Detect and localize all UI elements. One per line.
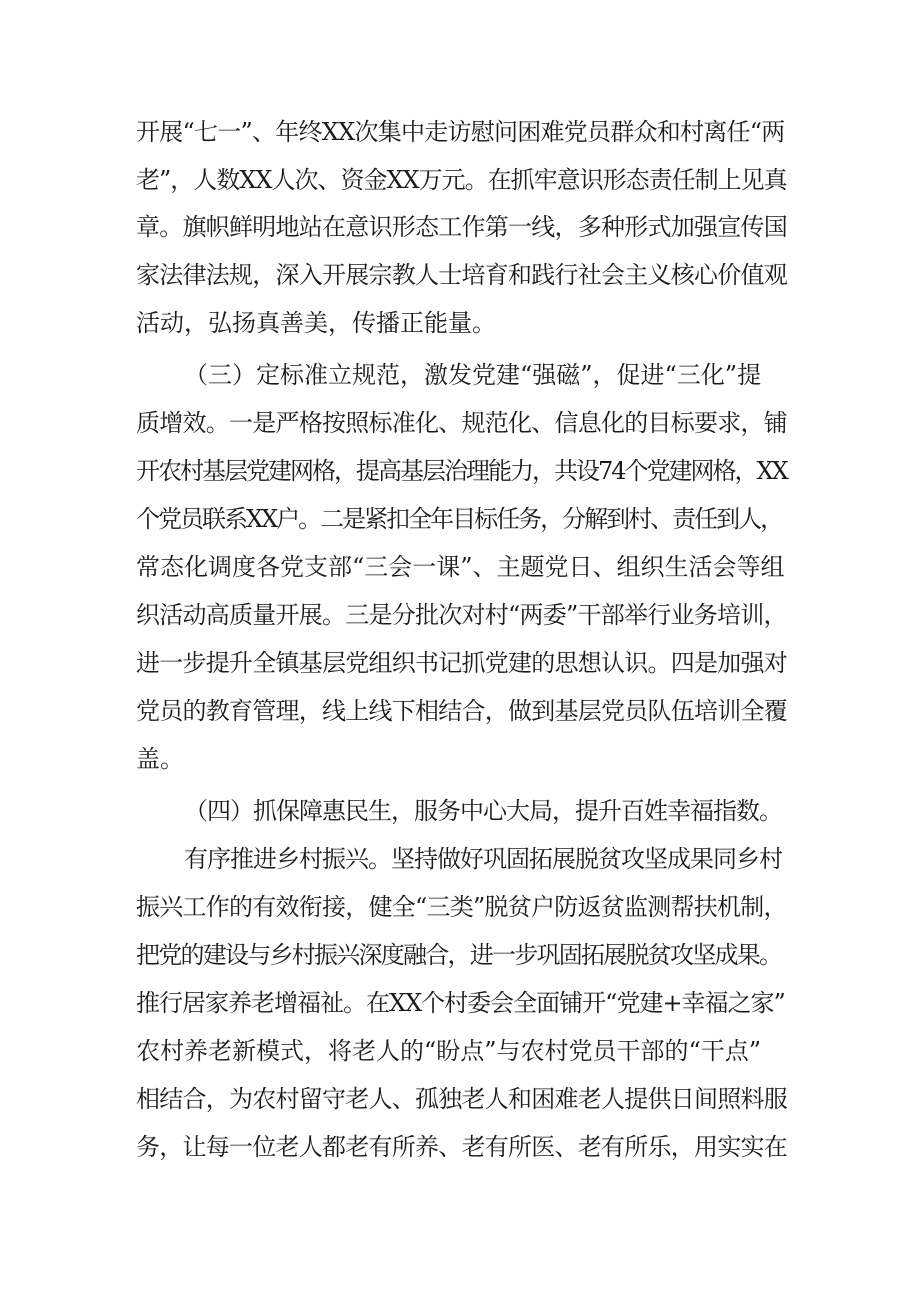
text-line-22: 务，让每一位老人都老有所养、老有所医、老有所乐，用实实在 (136, 1133, 787, 1161)
text-line-10: 常态化调度各党支部“三会一课”、主题党日、组织生活会等组 (136, 553, 785, 581)
text-line-11: 织活动高质量开展。三是分批次对村“两委”干部举行业务培训， (136, 601, 787, 629)
text-line-3: 章。旗帜鲜明地站在意识形态工作第一线，多种形式加强宣传国 (136, 213, 787, 241)
text-line-14: 盖。 (136, 745, 184, 773)
section-heading-4: （四）抓保障惠民生，服务中心大局，提升百姓幸福指数。 (184, 797, 782, 825)
text-line-12: 进一步提升全镇基层党组织书记抓党建的思想认识。四是加强对 (136, 649, 787, 677)
text-line-16: 有序推进乡村振兴。坚持做好巩固拓展脱贫攻坚成果同乡村 (184, 845, 782, 873)
text-line-2: 老”，人数XX人次、资金XX万元。在抓牢意识形态责任制上见真 (136, 166, 787, 194)
text-line-18: 把党的建设与乡村振兴深度融合，进一步巩固拓展脱贫攻坚成果。 (136, 941, 782, 969)
text-line-13: 党员的教育管理，线上线下相结合，做到基层党员队伍培训全覆 (136, 697, 787, 725)
text-line-19: 推行居家养老增福祉。在XX个村委会全面铺开“党建+幸福之家” (136, 989, 785, 1017)
section-heading-3: （三）定标准立规范，激发党建“强磁”，促进“三化”提 (184, 361, 762, 389)
text-line-17: 振兴工作的有效衔接，健全“三类”脱贫户防返贫监测帮扶机制， (136, 893, 787, 921)
text-line-4: 家法律法规，深入开展宗教人士培育和践行社会主义核心价值观 (136, 261, 787, 289)
text-line-1: 开展“七一”、年终XX次集中走访慰问困难党员群众和村离任“两 (136, 118, 785, 146)
text-line-7: 质增效。一是严格按照标准化、规范化、信息化的目标要求，铺 (136, 409, 787, 437)
text-line-8: 开农村基层党建网格，提高基层治理能力，共设74个党建网格，XX (136, 457, 787, 485)
text-line-20: 农村养老新模式，将老人的“盼点”与农村党员干部的“干点” (136, 1037, 762, 1065)
text-line-5: 活动，弘扬真善美，传播正能量。 (136, 309, 496, 337)
text-line-21: 相结合，为农村留守老人、孤独老人和困难老人提供日间照料服 (136, 1085, 787, 1113)
text-line-9: 个党员联系XX户。二是紧扣全年目标任务，分解到村、责任到人， (136, 505, 783, 533)
